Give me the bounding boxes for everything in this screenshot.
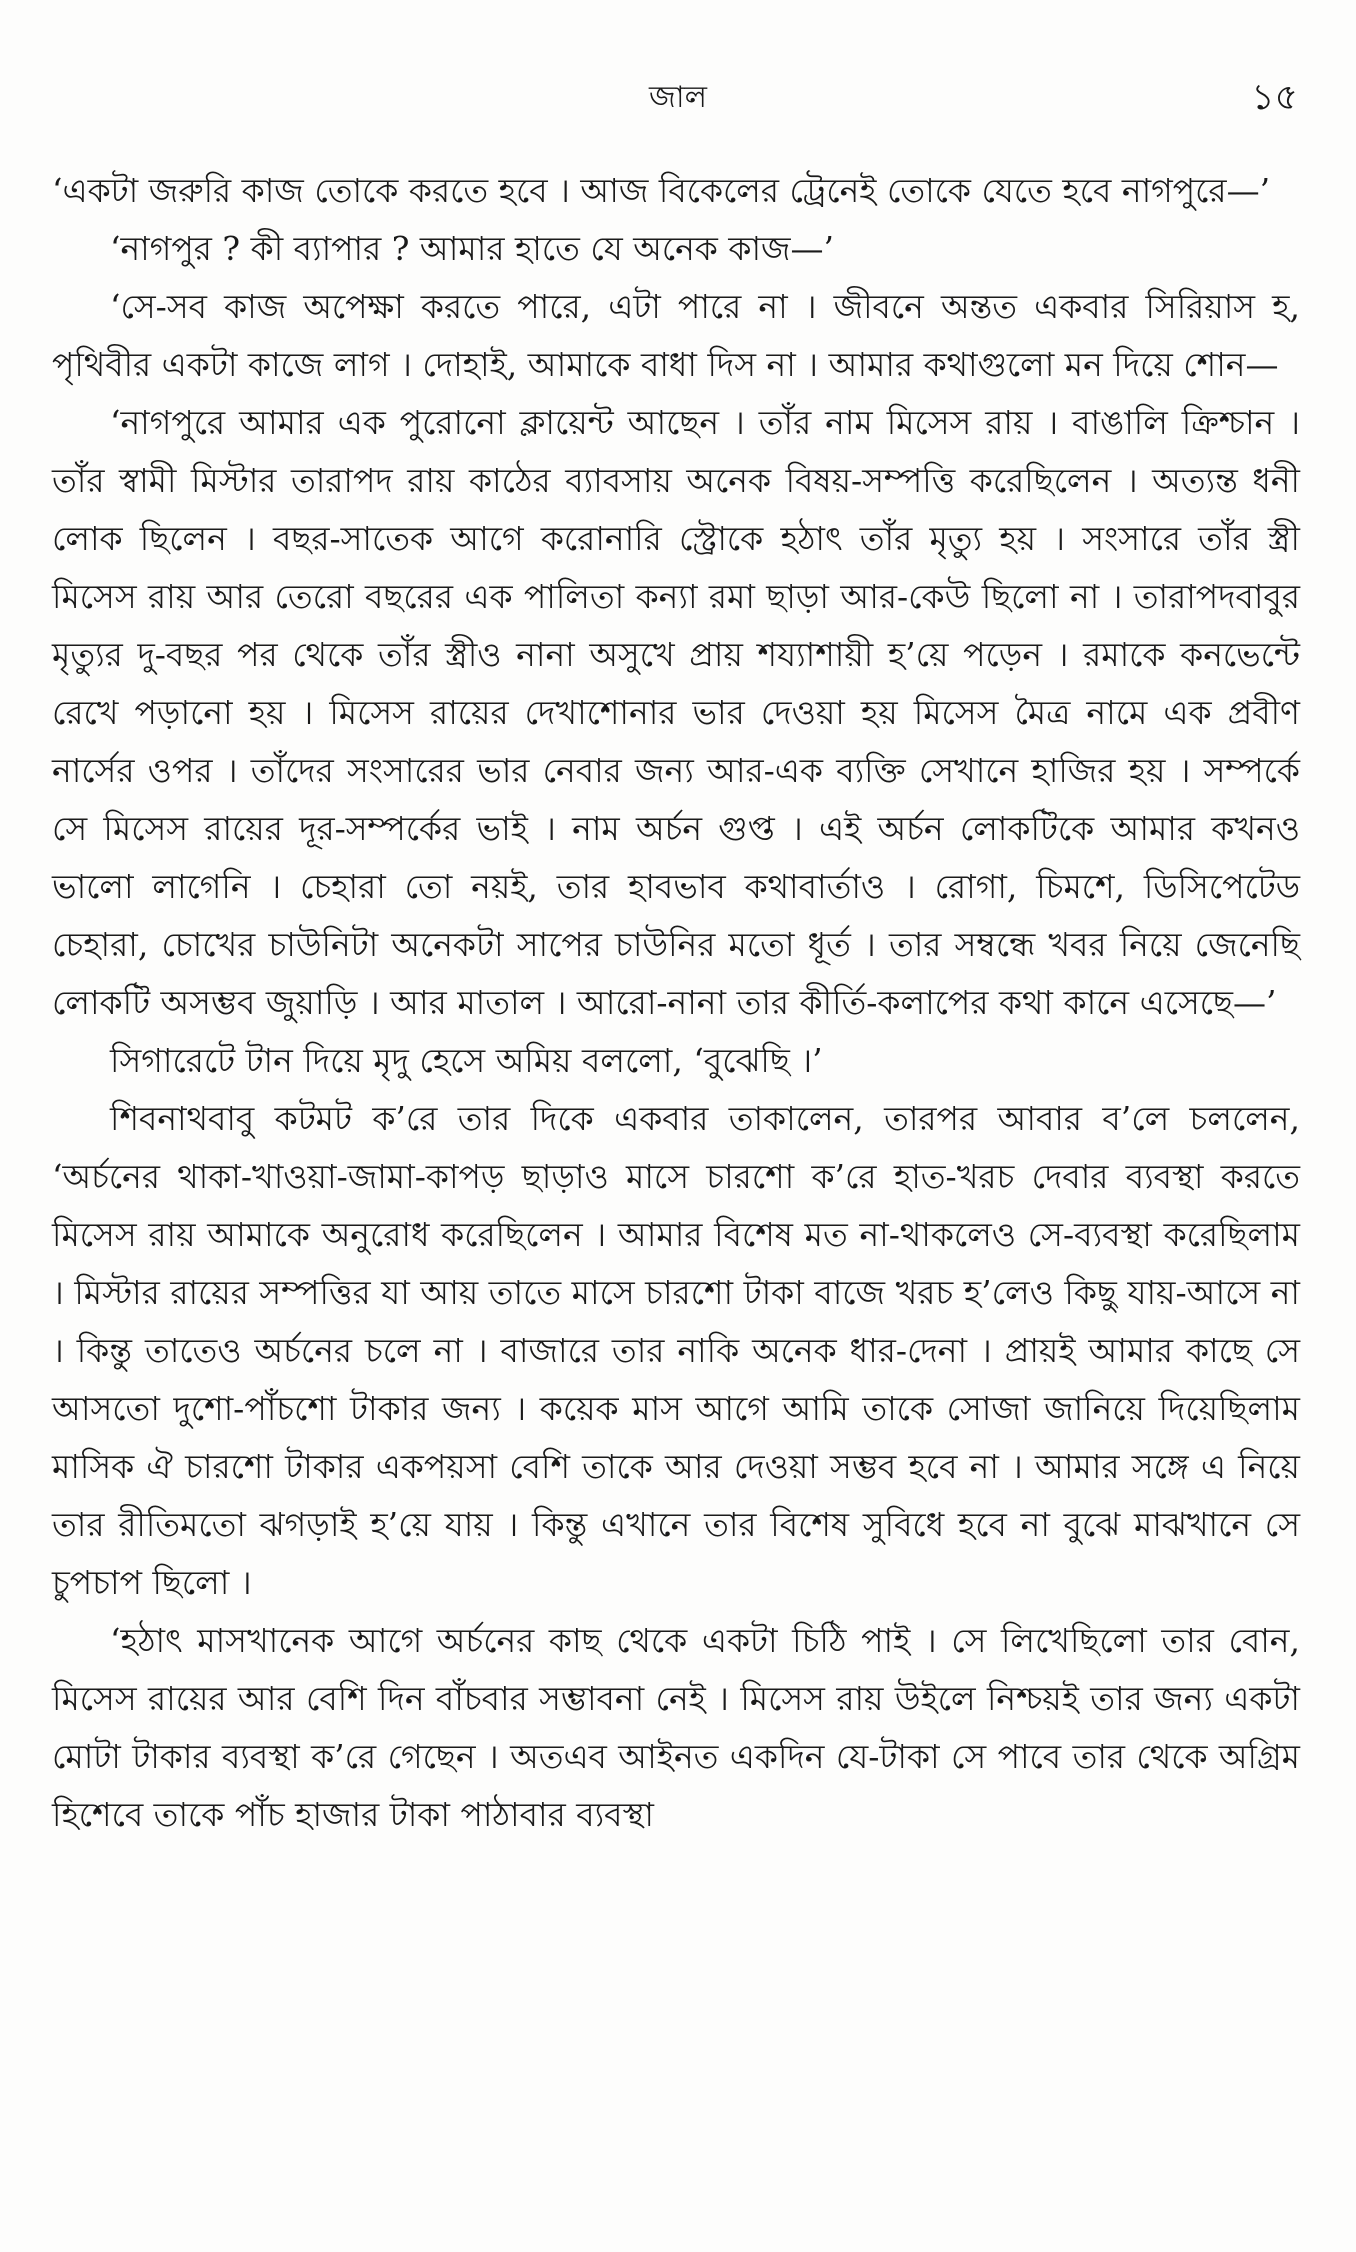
paragraph: সিগারেটে টান দিয়ে মৃদু হেসে অমিয় বললো, ‘বুঝেছি ।’ [110,1041,823,1080]
paragraph: ‘সে-সব কাজ অপেক্ষা করতে পারে, এটা পারে না । জীবনে অন্তত একবার সিরিয়াস হ, পৃথিবীর একটা কাজে লাগ । দোহাই, আমাকে বাধা দিস না । আমার কথাগুলো মন দিয়ে শোন— [52,287,1300,384]
paragraph: ‘নাগপুরে আমার এক পুরোনো ক্লায়েন্ট আছেন । তাঁর নাম মিসেস রায় । বাঙালি ক্রিশ্চান । তাঁর স্বামী মিস্টার তারাপদ রায় কাঠের ব্যাবসায় অনেক বিষয়-সম্পত্তি করেছিলেন । অত্যন্ত ধনী লোক ছিলেন । বছর-সাতেক আগে করোনারি স্ট্রোকে হঠাৎ তাঁর মৃত্যু হয় । সংসারে তাঁর স্ত্রী মিসেস রায় আর তেরো বছরের এক পালিতা কন্যা রমা ছাড়া আর-কেউ ছিলো না । তারাপদবাবুর মৃত্যুর দু-বছর পর থেকে তাঁর স্ত্রীও নানা অসুখে প্রায় শয্যাশায়ী হ’য়ে পড়েন । রমাকে কনভেন্টে রেখে পড়ানো হয় । মিসেস রায়ের দেখাশোনার ভার দেওয়া হয় মিসেস মৈত্র নামে এক প্রবীণ নার্সের ওপর । তাঁদের সংসারের ভার নেবার জন্য আর-এক ব্যক্তি সেখানে হাজির হয় । সম্পর্কে সে মিসেস রায়ের দূর-সম্পর্কের ভাই । নাম অর্চন গুপ্ত । এই অর্চন লোকটিকে আমার কখনও ভালো লাগেনি । চেহারা তো নয়ই, তার হাবভাব কথাবার্তাও । রোগা, চিমশে, ডিসিপেটেড চেহারা, চোখের চাউনিটা অনেকটা সাপের চাউনির মতো ধূর্ত । তার সম্বন্ধে খবর নিয়ে জেনেছি লোকটি অসম্ভব জুয়াড়ি । আর মাতাল । আরো-নানা তার কীর্তি-কলাপের কথা কানে এসেছে—’ [52,403,1300,1022]
paragraph: শিবনাথবাবু কটমট ক’রে তার দিকে একবার তাকালেন, তারপর আবার ব’লে চললেন, ‘অর্চনের থাকা-খাওয়া-জামা-কাপড় ছাড়াও মাসে চারশো ক’রে হাত-খরচ দেবার ব্যবস্থা করতে মিসেস রায় আমাকে অনুরোধ করেছিলেন । আমার বিশেষ মত না-থাকলেও সে-ব্যবস্থা করেছিলাম । মিস্টার রায়ের সম্পত্তির যা আয় তাতে মাসে চারশো টাকা বাজে খরচ হ’লেও কিছু যায়-আসে না । কিন্তু তাতেও অর্চনের চলে না । বাজারে তার নাকি অনেক ধার-দেনা । প্রায়ই আমার কাছে সে আসতো দুশো-পাঁচশো টাকার জন্য । কয়েক মাস আগে আমি তাকে সোজা জানিয়ে দিয়েছিলাম মাসিক ঐ চারশো টাকার একপয়সা বেশি তাকে আর দেওয়া সম্ভব হবে না । আমার সঙ্গে এ নিয়ে তার রীতিমতো ঝগড়াই হ’য়ে যায় । কিন্তু এখানে তার বিশেষ সুবিধে হবে না বুঝে মাঝখানে সে চুপচাপ ছিলো । [52,1099,1300,1602]
page-number: ১৫ [1251,77,1298,118]
paragraph: ‘হঠাৎ মাসখানেক আগে অর্চনের কাছ থেকে একটা চিঠি পাই । সে লিখেছিলো তার বোন, মিসেস রায়ের আর বেশি দিন বাঁচবার সম্ভাবনা নেই । মিসেস রায় উইলে নিশ্চয়ই তার জন্য একটা মোটা টাকার ব্যবস্থা ক’রে গেছেন । অতএব আইনত একদিন যে-টাকা সে পাবে তার থেকে অগ্রিম হিশেবে তাকে পাঁচ হাজার টাকা পাঠাবার ব্যবস্থা [52,1621,1300,1834]
running-head: জাল [649,80,707,115]
paragraph: ‘একটা জরুরি কাজ তোকে করতে হবে । আজ বিকেলের ট্রেনেই তোকে যেতে হবে নাগপুরে—’ [52,171,1271,210]
paragraph: ‘নাগপুর ? কী ব্যাপার ? আমার হাতে যে অনেক কাজ—’ [110,229,835,268]
page-header [0,78,1356,128]
body-text [52,162,1300,1844]
